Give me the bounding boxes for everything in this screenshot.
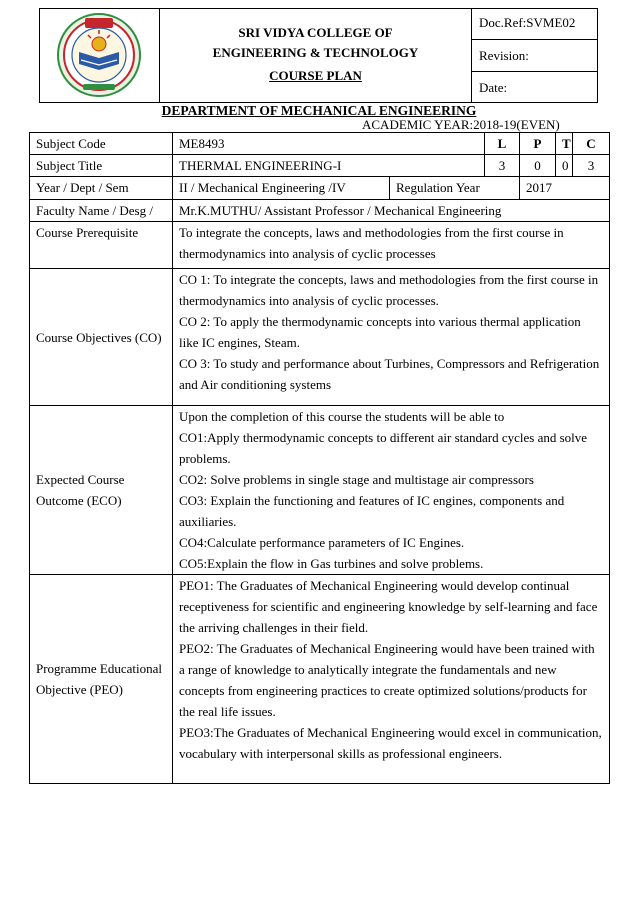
- val-c: 3: [573, 155, 610, 177]
- doc-ref: Doc.Ref:SVME02: [472, 8, 598, 40]
- table-row: [30, 200, 610, 222]
- date-field: Date:: [479, 80, 508, 95]
- academic-year: ACADEMIC YEAR:2018-19(EVEN): [362, 117, 560, 132]
- year-label: Year / Dept / Sem: [30, 177, 173, 200]
- list-item: CO1:Apply thermodynamic concepts to different air standard cycles and solve problems.: [179, 430, 588, 466]
- val-t: 0: [556, 155, 573, 177]
- list-item: PEO1: The Graduates of Mechanical Engineering would develop continual receptiveness for scientific and engineering knowledge by self-learning and face the arriving challenges in their field.: [179, 578, 598, 635]
- col-c-header: C: [573, 133, 610, 155]
- faculty-value: Mr.K.MUTHU/ Assistant Professor / Mechanical Engineering: [173, 200, 610, 222]
- faculty-label: Faculty Name / Desg /: [30, 200, 173, 222]
- course-plan-title: COURSE PLAN: [269, 68, 362, 83]
- table-row: [30, 575, 610, 784]
- col-t-header: T: [556, 133, 573, 155]
- list-item: PEO3:The Graduates of Mechanical Engineering would excel in communication, vocabulary with interpersonal skills as professional engineers.: [179, 725, 602, 761]
- revision-field: Revision:: [472, 40, 598, 72]
- prereq-label: Course Prerequisite: [30, 222, 173, 269]
- table-row: [30, 269, 610, 406]
- list-item: CO3: Explain the functioning and features of IC engines, components and auxiliaries.: [179, 493, 565, 529]
- list-item: CO 1: To integrate the concepts, laws and methodologies from the first course in thermodynamics into analysis of cyclic processes.: [179, 272, 599, 308]
- year-value: II / Mechanical Engineering /IV: [173, 177, 390, 200]
- regulation-label: Regulation Year: [390, 177, 520, 200]
- college-title-cell: [160, 8, 472, 103]
- val-p: 0: [520, 155, 556, 177]
- college-name-line2: ENGINEERING & TECHNOLOGY: [212, 45, 419, 60]
- subject-code-value: ME8493: [173, 133, 485, 155]
- course-plan-table: [29, 132, 610, 784]
- list-item: CO4:Calculate performance parameters of IC Engines.: [179, 535, 465, 550]
- table-row: [30, 133, 610, 155]
- eco-list: [173, 406, 610, 575]
- subject-code-label: Subject Code: [30, 133, 173, 155]
- list-item: CO 3: To study and performance about Turbines, Compressors and Refrigeration and Air conditioning systems: [179, 356, 600, 392]
- list-item: CO 2: To apply the thermodynamic concepts into various thermal application like IC engines, Steam.: [179, 314, 581, 350]
- subject-title-label: Subject Title: [30, 155, 173, 177]
- list-item: Upon the completion of this course the students will be able to: [179, 409, 505, 424]
- val-l: 3: [485, 155, 520, 177]
- list-item: CO2: Solve problems in single stage and multistage air compressors: [179, 472, 534, 487]
- table-row: [30, 406, 610, 575]
- peo-list: [173, 575, 610, 784]
- subject-title-value: THERMAL ENGINEERING-I: [173, 155, 485, 177]
- co-list: [173, 269, 610, 406]
- table-row: [30, 222, 610, 269]
- col-p-header: P: [520, 133, 556, 155]
- table-row: [30, 177, 610, 200]
- list-item: CO5:Explain the flow in Gas turbines and solve problems.: [179, 556, 484, 571]
- college-logo-icon: [39, 8, 160, 103]
- logo-cell: [39, 8, 160, 103]
- prereq-value: To integrate the concepts, laws and methodologies from the first course in thermodynamics into analysis of cyclic processes: [173, 222, 610, 269]
- peo-label: Programme Educational Objective (PEO): [30, 575, 173, 784]
- list-item: PEO2: The Graduates of Mechanical Engineering would have been trained with a range of knowledge to analytically integrate the fundamentals and new concepts from engineering practices to create optimized solutions/products for the real life issues.: [179, 641, 595, 719]
- table-row: [30, 155, 610, 177]
- department-heading: DEPARTMENT OF MECHANICAL ENGINEERING: [161, 103, 477, 118]
- col-l-header: L: [485, 133, 520, 155]
- college-name-line1: SRI VIDYA COLLEGE OF: [238, 25, 393, 40]
- regulation-value: 2017: [520, 177, 610, 200]
- co-label: Course Objectives (CO): [30, 269, 173, 406]
- eco-label: Expected Course Outcome (ECO): [30, 406, 173, 575]
